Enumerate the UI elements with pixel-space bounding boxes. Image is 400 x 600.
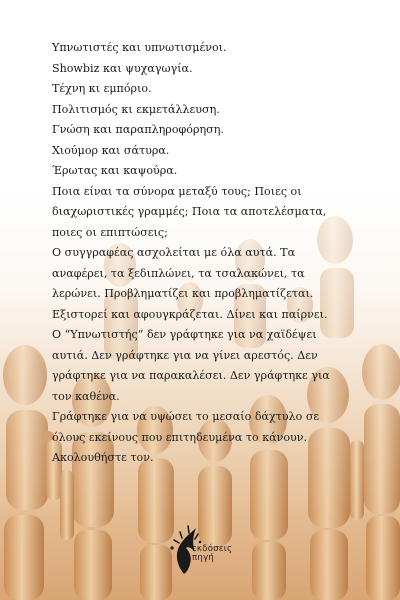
opening-stanza — [52, 38, 352, 182]
stanza-line: Χιούμορ και σάτυρα. — [52, 143, 170, 157]
stanza-line: Έρωτας και καψούρα. — [52, 164, 178, 177]
stanza-line: Πολιτισμός κι εκμετάλλευση. — [52, 102, 220, 116]
publisher-name-line1: εκδόσεις — [192, 544, 233, 554]
back-cover-text — [52, 38, 352, 469]
stanza-line: Τέχνη κι εμπόριο. — [52, 82, 152, 95]
stanza-line: Υπνωτιστές και υπνωτισμένοι. — [52, 41, 227, 54]
paragraph-questions: Ποια είναι τα σύνορα μεταξύ τους; Ποιες οι διαχωριστικές γραμμές; Ποια τα αποτελέσματα, ποιες οι επιπτώσεις; — [52, 184, 327, 239]
paragraph-written-for: Γράφτηκε για να υψώσει το μεσαίο δάχτυλο σε όλους εκείνους που επιτηδευμένα το κάνουν. — [52, 410, 320, 444]
paragraph-author: Ο συγγραφέας ασχολείται με όλα αυτά. Τα αναφέρει, τα ξεδιπλώνει, τα τσαλακώνει, τα λερώνει. Προβληματίζει και προβληματίζεται. Εξιστορεί και αφουγκράζεται. Δίνει και παίρνει. — [52, 246, 328, 321]
publisher-name — [192, 545, 252, 563]
stanza-line: Γνώση και παραπληροφόρηση. — [52, 123, 224, 136]
publisher-name-line2: πηγή — [192, 553, 215, 563]
paragraph-not-written-for: Ο “Υπνωτιστής” δεν γράφτηκε για να χαϊδέψει αυτιά. Δεν γράφτηκε για να γίνει αρεστός. Δεν γράφτηκε για να παρακαλέσει. Δεν γράφτηκε για τον καθένα. — [52, 328, 330, 403]
signoff: Ακολουθήστε τον. — [52, 451, 154, 464]
stanza-line: Showbiz και ψυχαγωγία. — [52, 61, 193, 75]
